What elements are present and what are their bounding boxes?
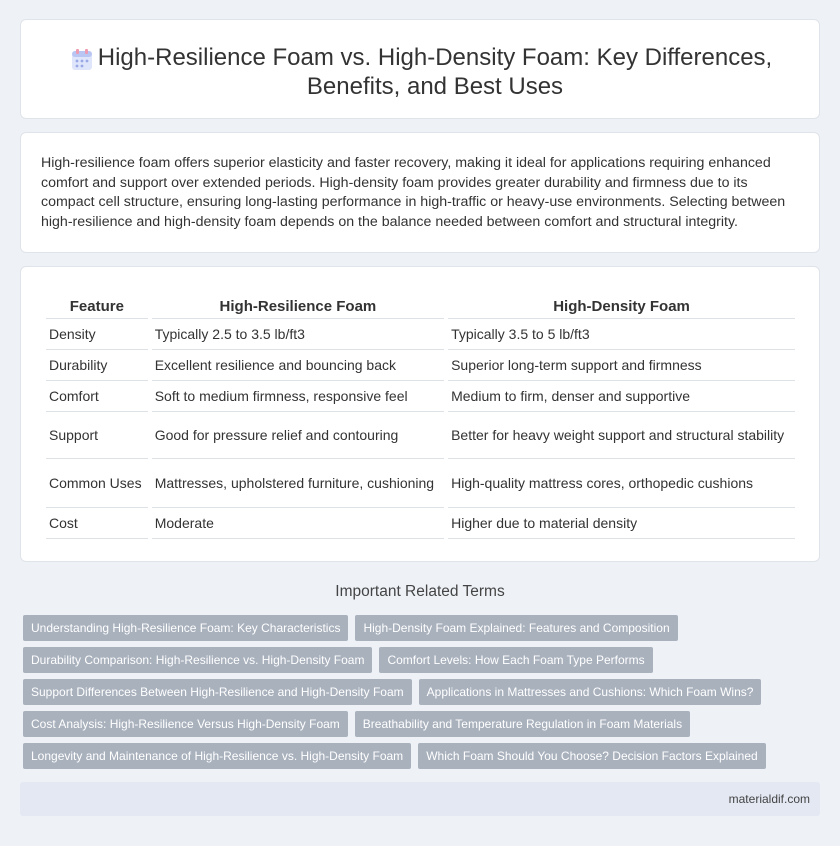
related-term-tag[interactable]: Which Foam Should You Choose? Decision Factors Explained: [418, 743, 766, 769]
table-header: High-Density Foam: [448, 296, 795, 319]
table-cell: High-quality mattress cores, orthopedic cushions: [448, 459, 795, 508]
table-cell: Support: [46, 412, 148, 459]
comparison-table-card: [20, 266, 820, 562]
table-cell: Cost: [46, 508, 148, 539]
related-term-tag[interactable]: Breathability and Temperature Regulation in Foam Materials: [355, 711, 690, 737]
table-row: [46, 459, 795, 508]
related-term-tag[interactable]: Cost Analysis: High-Resilience Versus High-Density Foam: [23, 711, 348, 737]
related-term-tag[interactable]: Durability Comparison: High-Resilience vs. High-Density Foam: [23, 647, 372, 673]
table-row: [46, 319, 795, 350]
table-row: [46, 350, 795, 381]
table-cell: Better for heavy weight support and structural stability: [448, 412, 795, 459]
table-row: [46, 381, 795, 412]
table-cell: Moderate: [152, 508, 444, 539]
table-cell: Density: [46, 319, 148, 350]
related-term-tag[interactable]: Support Differences Between High-Resilience and High-Density Foam: [23, 679, 412, 705]
related-terms-list: [23, 615, 813, 775]
page-title: High-Resilience Foam vs. High-Density Foam: Key Differences, Benefits, and Best Uses: [97, 44, 773, 100]
footer-site-link[interactable]: materialdif.com: [728, 792, 810, 806]
table-cell: Higher due to material density: [448, 508, 795, 539]
table-cell: Typically 2.5 to 3.5 lb/ft3: [152, 319, 444, 350]
table-cell: Excellent resilience and bouncing back: [152, 350, 444, 381]
related-term-tag[interactable]: Applications in Mattresses and Cushions: Which Foam Wins?: [419, 679, 762, 705]
table-header: High-Resilience Foam: [152, 296, 444, 319]
table-row: [46, 412, 795, 459]
intro-text: High-resilience foam offers superior elasticity and faster recovery, making it ideal for applications requiring enhanced comfort and support over extended periods. High-density foam provides greater durability and firmness due to its compact cell structure, ensuring long-lasting performance in high-traffic or heavy-use environments. Selecting between high-resilience and high-density foam depends on the balance needed between comfort and structural integrity.: [41, 155, 786, 230]
table-header: Feature: [46, 296, 148, 319]
table-cell: Superior long-term support and firmness: [448, 350, 795, 381]
comparison-table: [42, 296, 799, 539]
related-term-tag[interactable]: Understanding High-Resilience Foam: Key Characteristics: [23, 615, 348, 641]
table-cell: Comfort: [46, 381, 148, 412]
header-card: [20, 19, 820, 119]
related-term-tag[interactable]: Comfort Levels: How Each Foam Type Performs: [379, 647, 652, 673]
table-cell: Medium to firm, denser and supportive: [448, 381, 795, 412]
intro-card: [20, 132, 820, 253]
table-cell: Typically 3.5 to 5 lb/ft3: [448, 319, 795, 350]
table-cell: Common Uses: [46, 459, 148, 508]
table-cell: Soft to medium firmness, responsive feel: [152, 381, 444, 412]
table-cell: Mattresses, upholstered furniture, cushioning: [152, 459, 444, 508]
table-cell: Good for pressure relief and contouring: [152, 412, 444, 459]
related-term-tag[interactable]: Longevity and Maintenance of High-Resilience vs. High-Density Foam: [23, 743, 411, 769]
related-term-tag[interactable]: High-Density Foam Explained: Features and Composition: [355, 615, 677, 641]
table-row: [46, 508, 795, 539]
related-terms-title: Important Related Terms: [335, 583, 505, 600]
footer: [20, 782, 820, 816]
table-header-row: [46, 296, 795, 319]
table-cell: Durability: [46, 350, 148, 381]
